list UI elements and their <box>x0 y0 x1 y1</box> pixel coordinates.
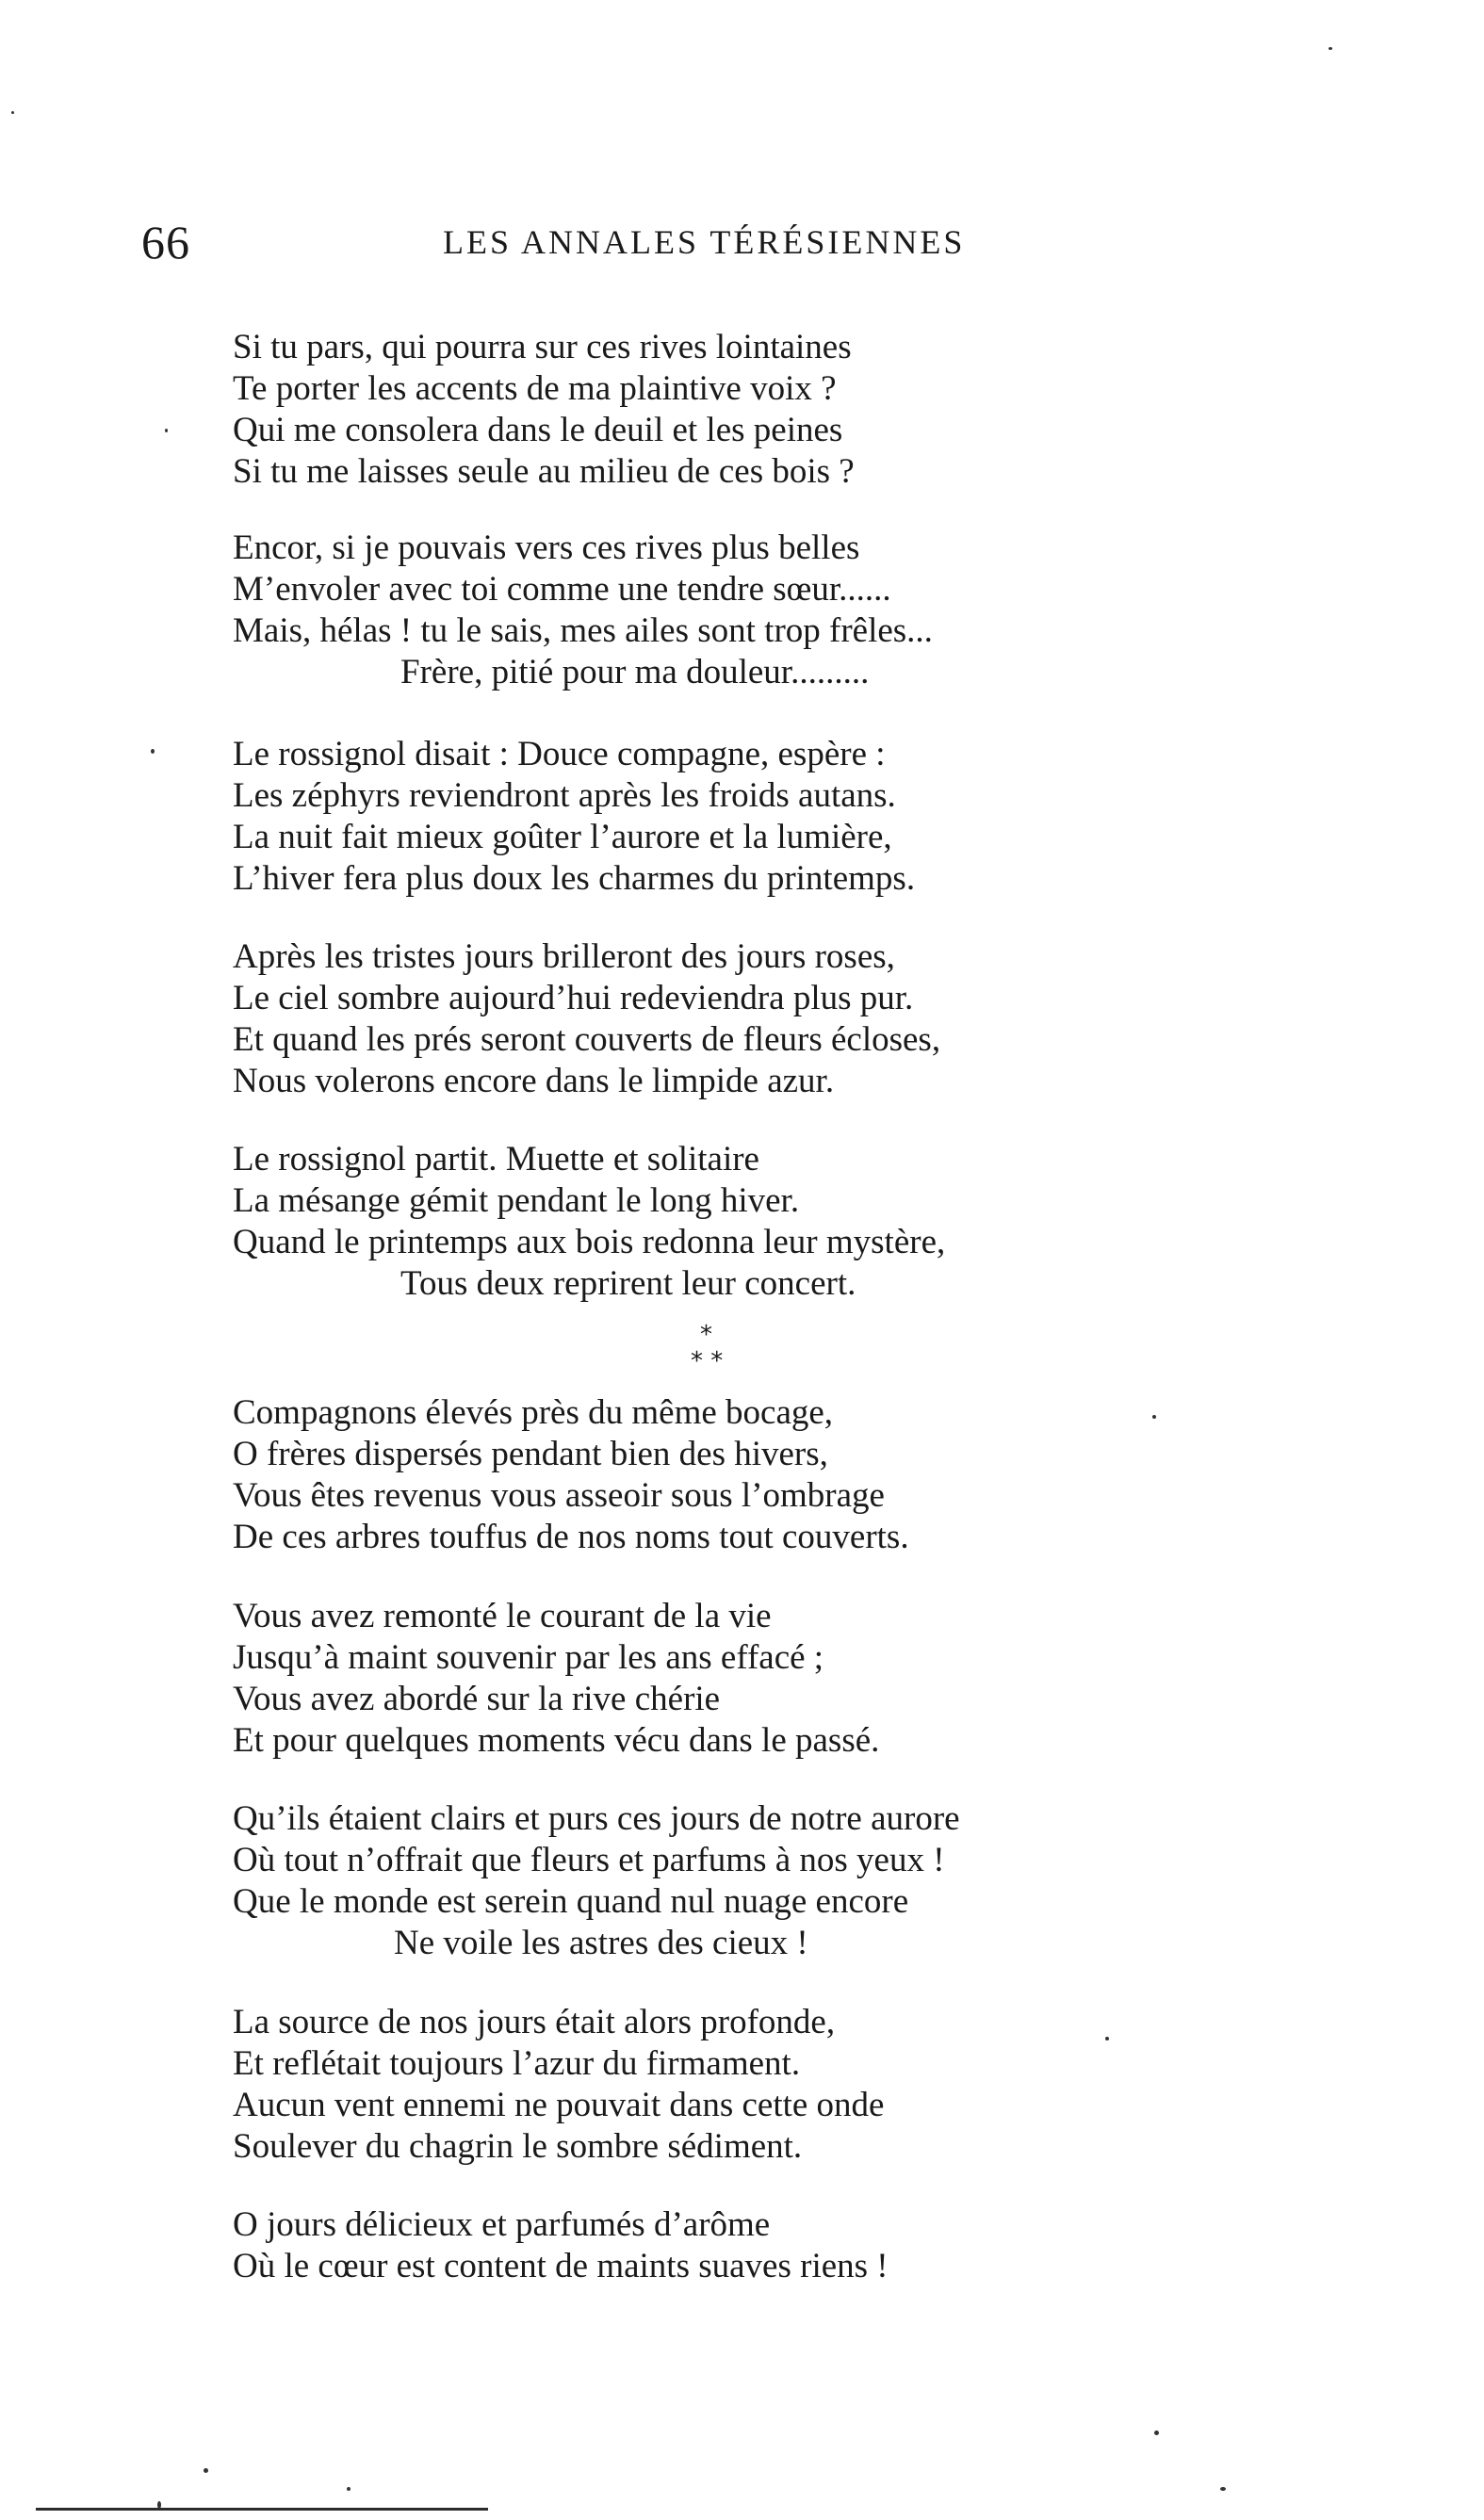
poem-line: Si tu me laisses seule au milieu de ces bois ? <box>233 452 855 491</box>
scan-speck <box>1105 2037 1109 2040</box>
poem-line: O frères dispersés pendant bien des hivers, <box>233 1435 828 1473</box>
poem-line: La source de nos jours était alors profonde, <box>233 2003 836 2041</box>
poem-line: M’envoler avec toi comme une tendre sœur...... <box>233 570 891 609</box>
poem-line: L’hiver fera plus doux les charmes du printemps. <box>233 859 916 898</box>
scan-speck <box>1329 47 1332 50</box>
poem-line: Jusqu’à maint souvenir par les ans effacé ; <box>233 1638 824 1677</box>
poem-line: De ces arbres touffus de nos noms tout couverts. <box>233 1518 909 1556</box>
poem-line: Où tout n’offrait que fleurs et parfums à nos yeux ! <box>233 1841 945 1879</box>
poem-line: La nuit fait mieux goûter l’aurore et la lumière, <box>233 818 892 856</box>
poem-line: Et quand les prés seront couverts de fleurs écloses, <box>233 1020 941 1059</box>
poem-line: Et reflétait toujours l’azur du firmament. <box>233 2044 801 2083</box>
poem-line: Où le cœur est content de maints suaves riens ! <box>233 2247 889 2285</box>
poem-line: Vous avez abordé sur la rive chérie <box>233 1680 721 1718</box>
scan-speck <box>347 2487 351 2491</box>
scan-speck <box>204 2468 208 2473</box>
poem-line: Quand le printemps aux bois redonna leur mystère, <box>233 1223 946 1261</box>
poem-line: Le rossignol disait : Douce compagne, espère : <box>233 735 886 773</box>
page-number: 66 <box>141 216 190 268</box>
poem-line: Encor, si je pouvais vers ces rives plus belles <box>233 528 860 567</box>
scan-speck <box>11 111 14 114</box>
poem-line: Compagnons élevés près du même bocage, <box>233 1393 834 1432</box>
poem-line: Que le monde est serein quand nul nuage encore <box>233 1882 909 1921</box>
scan-speck <box>151 749 155 754</box>
scan-speck <box>165 429 168 432</box>
poem-line: Le rossignol partit. Muette et solitaire <box>233 1140 759 1179</box>
poem-line: La mésange gémit pendant le long hiver. <box>233 1181 800 1220</box>
poem-line: O jours délicieux et parfumés d’arôme <box>233 2205 771 2244</box>
scan-speck <box>1152 1415 1156 1419</box>
poem-line: Frère, pitié pour ma douleur......... <box>400 653 870 691</box>
poem-line: Le ciel sombre aujourd’hui redeviendra plus pur. <box>233 979 914 1017</box>
poem-line: Vous avez remonté le courant de la vie <box>233 1597 772 1635</box>
poem-line: Et pour quelques moments vécu dans le passé. <box>233 1721 880 1760</box>
poem-line: Qu’ils étaient clairs et purs ces jours de notre aurore <box>233 1799 960 1838</box>
scan-speck <box>1154 2431 1159 2435</box>
poem-line: Te porter les accents de ma plaintive voix ? <box>233 369 837 408</box>
poem-line: Ne voile les astres des cieux ! <box>394 1924 808 1962</box>
poem-line: Soulever du chagrin le sombre sédiment. <box>233 2127 803 2166</box>
section-separator-top: * <box>700 1321 712 1349</box>
poem-line: Vous êtes revenus vous asseoir sous l’ombrage <box>233 1476 885 1515</box>
bottom-rule <box>36 2508 488 2511</box>
running-title: LES ANNALES TÉRÉSIENNES <box>443 223 966 261</box>
poem-line: Aucun vent ennemi ne pouvait dans cette onde <box>233 2086 885 2124</box>
poem-line: Après les tristes jours brilleront des jours roses, <box>233 937 895 976</box>
section-separator-bottom: * * <box>691 1347 724 1375</box>
poem-line: Qui me consolera dans le deuil et les peines <box>233 411 843 449</box>
poem-line: Si tu pars, qui pourra sur ces rives lointaines <box>233 328 852 366</box>
scan-speck <box>1220 2487 1226 2491</box>
poem-line: Tous deux reprirent leur concert. <box>400 1264 856 1303</box>
poem-line: Nous volerons encore dans le limpide azur. <box>233 1062 835 1100</box>
poem-line: Les zéphyrs reviendront après les froids autans. <box>233 776 896 815</box>
poem-line: Mais, hélas ! tu le sais, mes ailes sont trop frêles... <box>233 611 933 650</box>
